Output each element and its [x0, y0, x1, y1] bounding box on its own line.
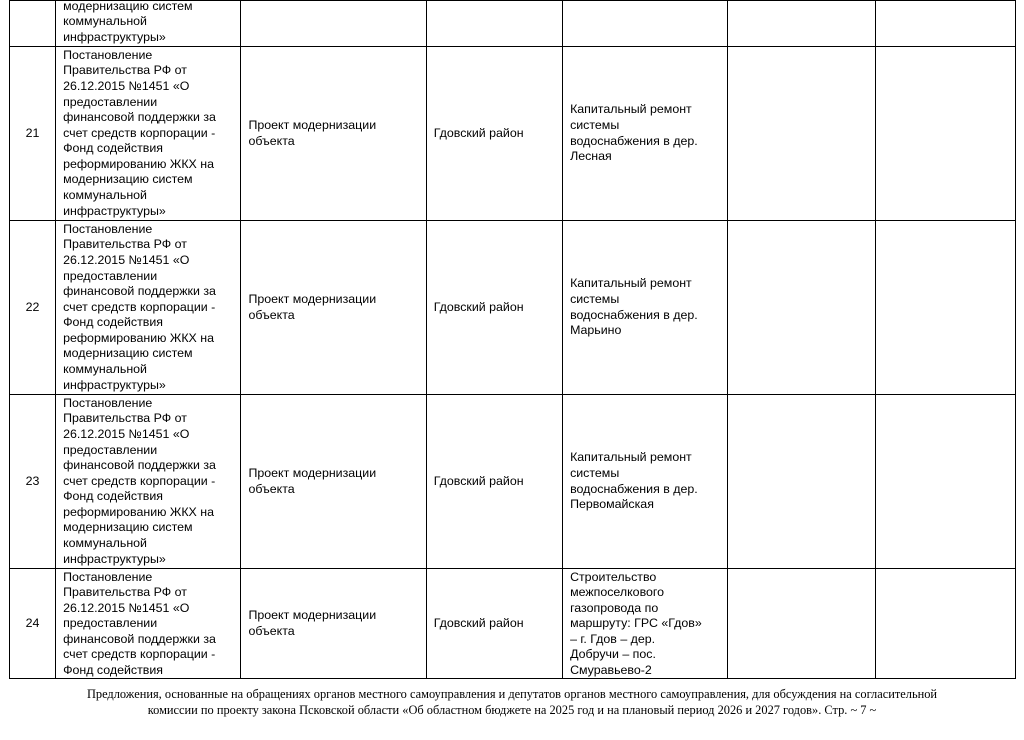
text-line: коммунальной — [63, 362, 147, 377]
text-line: счет средств корпорации - — [63, 647, 216, 662]
object-cell — [563, 395, 728, 569]
text-line: Правительства РФ от — [63, 411, 187, 426]
text-line: счет средств корпорации - — [63, 299, 216, 314]
text-line: Постановление — [63, 395, 153, 410]
text-line: объекта — [248, 307, 295, 322]
legal-basis-cell — [56, 1, 241, 47]
text-line: инфраструктуры» — [63, 551, 166, 566]
text-line: Проект модернизации — [248, 117, 377, 132]
text-line: 26.12.2015 №1451 «О — [63, 252, 190, 267]
row-number-cell: 24 — [10, 569, 56, 679]
text-line: модернизацию систем — [63, 346, 193, 361]
table-row — [10, 47, 1016, 221]
text-line: Проект модернизации — [248, 607, 377, 622]
empty-cell — [728, 395, 875, 569]
object-cell — [563, 221, 728, 395]
empty-cell — [728, 569, 875, 679]
row-number-cell — [10, 1, 56, 47]
text-line: Фонд содействия — [63, 663, 163, 678]
text-line: реформированию ЖКХ на — [63, 504, 214, 519]
table-row — [10, 395, 1016, 569]
text-line: счет средств корпорации - — [63, 125, 216, 140]
empty-cell — [728, 47, 875, 221]
text-line: коммунальной — [63, 14, 147, 29]
footer-line-2: комиссии по проекту закона Псковской области «Об областном бюджете на 2025 год и на плановый период 2026 и 2027 годов». Стр. ~ 7 ~ — [147, 702, 877, 717]
legal-basis-cell — [56, 221, 241, 395]
district-cell — [426, 1, 562, 47]
empty-cell — [875, 395, 1015, 569]
object-cell — [563, 569, 728, 679]
text-line: Постановление — [63, 47, 153, 62]
text-line: Строительство — [570, 569, 657, 584]
object-cell — [563, 47, 728, 221]
empty-cell — [875, 569, 1015, 679]
text-line: реформированию ЖКХ на — [63, 156, 214, 171]
text-line: водоснабжения в дер. — [570, 133, 698, 148]
text-line: Проект модернизации — [248, 465, 377, 480]
text-line: Добручи – пос. — [570, 647, 656, 662]
text-line: коммунальной — [63, 188, 147, 203]
text-line: Фонд содействия — [63, 141, 163, 156]
text-line: коммунальной — [63, 536, 147, 551]
empty-cell — [875, 221, 1015, 395]
text-line: Правительства РФ от — [63, 585, 187, 600]
text-line: Правительства РФ от — [63, 237, 187, 252]
text-line: Первомайская — [570, 497, 654, 512]
text-line: предоставлении — [63, 616, 158, 631]
budget-table — [9, 0, 1016, 679]
text-line: финансовой поддержки за — [63, 631, 216, 646]
text-line: инфраструктуры» — [63, 203, 166, 218]
text-line: – г. Гдов – дер. — [570, 631, 656, 646]
text-line: Фонд содействия — [63, 315, 163, 330]
text-line: Правительства РФ от — [63, 63, 187, 78]
text-line: финансовой поддержки за — [63, 110, 216, 125]
text-line: Лесная — [570, 149, 612, 164]
project-type-cell — [241, 221, 426, 395]
row-number-cell: 23 — [10, 395, 56, 569]
object-cell — [563, 1, 728, 47]
text-line: 26.12.2015 №1451 «О — [63, 426, 190, 441]
empty-cell — [875, 1, 1015, 47]
empty-cell — [728, 221, 875, 395]
text-line: системы — [570, 465, 620, 480]
text-line: предоставлении — [63, 94, 158, 109]
text-line: предоставлении — [63, 268, 158, 283]
text-line: Капитальный ремонт — [570, 276, 692, 291]
text-line: системы — [570, 291, 620, 306]
project-type-cell — [241, 395, 426, 569]
text-line: 26.12.2015 №1451 «О — [63, 78, 190, 93]
text-line: инфраструктуры» — [63, 377, 166, 392]
text-line: финансовой поддержки за — [63, 458, 216, 473]
text-line: газопровода по — [570, 600, 659, 615]
text-line: счет средств корпорации - — [63, 473, 216, 488]
district-cell: Гдовский район — [426, 395, 562, 569]
text-line: Проект модернизации — [248, 291, 377, 306]
project-type-cell — [241, 569, 426, 679]
text-line: Фонд содействия — [63, 489, 163, 504]
text-line: объекта — [248, 133, 295, 148]
legal-basis-cell — [56, 395, 241, 569]
text-line: Капитальный ремонт — [570, 450, 692, 465]
text-line: модернизацию систем — [63, 520, 193, 535]
project-type-cell — [241, 1, 426, 47]
text-line: модернизацию систем — [63, 172, 193, 187]
text-line: Капитальный ремонт — [570, 102, 692, 117]
text-line: Постановление — [63, 569, 153, 584]
district-cell: Гдовский район — [426, 47, 562, 221]
row-number-cell: 22 — [10, 221, 56, 395]
district-cell: Гдовский район — [426, 569, 562, 679]
row-number-cell: 21 — [10, 47, 56, 221]
text-line: 26.12.2015 №1451 «О — [63, 600, 190, 615]
text-line: финансовой поддержки за — [63, 284, 216, 299]
legal-basis-cell — [56, 569, 241, 679]
text-line: системы — [570, 117, 620, 132]
text-line: объекта — [248, 481, 295, 496]
project-type-cell — [241, 47, 426, 221]
table-row — [10, 221, 1016, 395]
text-line: Постановление — [63, 221, 153, 236]
text-line: межпоселкового — [570, 585, 665, 600]
empty-cell — [875, 47, 1015, 221]
text-line: водоснабжения в дер. — [570, 481, 698, 496]
page-footer — [0, 687, 1024, 718]
text-line: объекта — [248, 623, 295, 638]
footer-line-1: Предложения, основанные на обращениях органов местного самоуправления и депутатов органов местного самоуправления, для обсуждения на согласительной — [86, 687, 938, 701]
text-line: инфраструктуры» — [63, 29, 166, 44]
text-line: Смуравьево-2 — [570, 663, 652, 678]
table-row-partial — [10, 1, 1016, 47]
empty-cell — [728, 1, 875, 47]
district-cell: Гдовский район — [426, 221, 562, 395]
text-line: водоснабжения в дер. — [570, 307, 698, 322]
legal-basis-cell — [56, 47, 241, 221]
table-row — [10, 569, 1016, 679]
text-line: предоставлении — [63, 442, 158, 457]
text-line: модернизацию систем — [63, 0, 193, 13]
text-line: Марьино — [570, 323, 622, 338]
text-line: реформированию ЖКХ на — [63, 330, 214, 345]
text-line: маршруту: ГРС «Гдов» — [570, 616, 702, 631]
